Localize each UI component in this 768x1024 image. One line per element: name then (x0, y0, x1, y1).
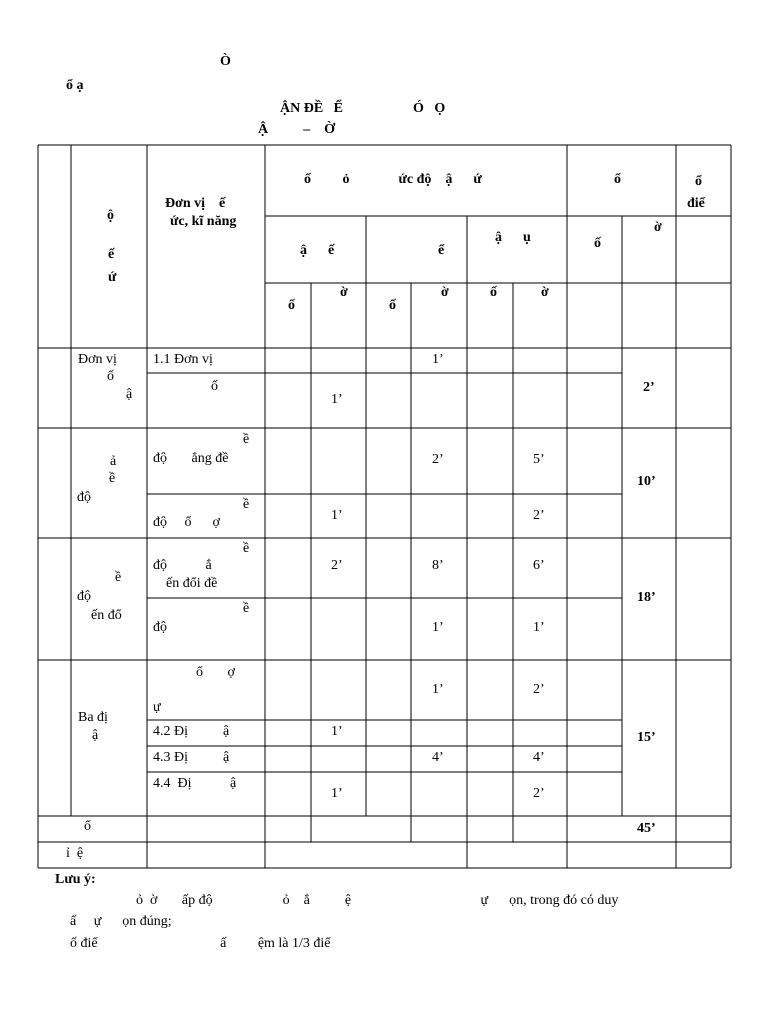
time-cell: 2’ (533, 786, 545, 801)
head-total-time: ờ (654, 220, 662, 235)
total-row-value: 45’ (637, 821, 656, 836)
head-sub-count: ố (389, 298, 396, 313)
unit-line: ổ ợ (196, 665, 235, 680)
topic-line: ề (115, 570, 122, 585)
topic-line: Đơn vị (78, 352, 117, 367)
time-cell: 4’ (432, 750, 444, 765)
unit-line: ề (243, 432, 250, 447)
head-topic-line: ộ (107, 208, 114, 223)
head-sub-time: ờ (541, 285, 549, 300)
time-cell: 2’ (533, 508, 545, 523)
note-line: ấ ự ọn đúng; (70, 914, 172, 929)
document-title: ẬN ĐỀ Ể Ó Ọ (280, 101, 446, 116)
time-cell: 6’ (533, 558, 545, 573)
unit-line: ề (243, 497, 250, 512)
note-title: Lưu ý: (55, 872, 96, 887)
head-unit-line: Đơn vị ế (165, 196, 226, 211)
time-cell: 4’ (533, 750, 545, 765)
head-unit-line: ức, kĩ năng (170, 214, 237, 229)
head-topic-line: ế (108, 247, 115, 262)
time-cell: 1’ (432, 620, 444, 635)
unit-line: 4.4 Đị ậ (153, 776, 237, 791)
time-cell: 1’ (331, 508, 343, 523)
total-row-label: ổ (84, 819, 91, 834)
time-cell: 5’ (533, 452, 545, 467)
topic-line: ố (107, 369, 114, 384)
unit-line: ề (243, 601, 250, 616)
document-subtitle: Ậ – Ờ (258, 122, 335, 137)
section-total: 15’ (637, 730, 656, 745)
head-score-line: ổ (695, 174, 702, 189)
head-level-application: ậ ụ (495, 230, 531, 245)
topic-line: ề (109, 471, 116, 486)
head-total-count: ố (594, 236, 601, 251)
unit-line: ề (243, 541, 250, 556)
topic-line: Ba đị (78, 710, 108, 725)
header-line-2: ổ ạ (66, 78, 84, 93)
header-line-1: Ò (220, 54, 231, 69)
time-cell: 1’ (331, 724, 343, 739)
head-sub-count: ố (288, 298, 295, 313)
time-cell: 1’ (432, 682, 444, 697)
topic-line: ả (110, 454, 117, 469)
topic-line: ến đổ (91, 608, 122, 623)
unit-line: độ ổ ợ (153, 515, 220, 530)
unit-line: 1.1 Đơn vị (153, 352, 213, 367)
time-cell: 1’ (331, 392, 343, 407)
head-score-line: điể (687, 196, 705, 211)
note-line: ỏ ờ ấp độ ỏ ắ ệ ự ọn, trong đó có duy (136, 893, 619, 908)
head-levels-title: ố ỏ ức độ ậ ứ (304, 172, 482, 187)
unit-line: độ ẳng đề (153, 451, 229, 466)
head-level-recognition: ậ ế (300, 243, 335, 258)
time-cell: 8’ (432, 558, 444, 573)
unit-line: độ ắ (153, 558, 212, 573)
time-cell: 2’ (533, 682, 545, 697)
unit-line: ố (211, 379, 218, 394)
note-line: ố điể ấ ệm là 1/3 điể (70, 936, 331, 951)
time-cell: 2’ (331, 558, 343, 573)
section-total: 10’ (637, 474, 656, 489)
unit-line: 4.2 Đị ậ (153, 724, 230, 739)
head-sub-time: ờ (441, 285, 449, 300)
section-total: 2’ (643, 380, 655, 395)
time-cell: 2’ (432, 452, 444, 467)
time-cell: 1’ (432, 352, 444, 367)
head-topic-line: ứ (108, 270, 117, 285)
ratio-row-label: ỉ ệ (66, 846, 84, 861)
unit-line: ến đổi đề (166, 576, 218, 591)
unit-line: ự (153, 700, 161, 715)
section-total: 18’ (637, 590, 656, 605)
topic-line: ậ (92, 728, 99, 743)
topic-line: độ (77, 589, 91, 604)
unit-line: độ (153, 620, 167, 635)
time-cell: 1’ (331, 786, 343, 801)
head-sub-count: ố (490, 285, 497, 300)
head-total-group: ổ (614, 172, 621, 187)
head-level-understanding: ể (438, 243, 445, 258)
time-cell: 1’ (533, 620, 545, 635)
topic-line: ậ (126, 387, 133, 402)
unit-line: 4.3 Đị ậ (153, 750, 230, 765)
head-sub-time: ờ (340, 285, 348, 300)
topic-line: độ (77, 490, 91, 505)
